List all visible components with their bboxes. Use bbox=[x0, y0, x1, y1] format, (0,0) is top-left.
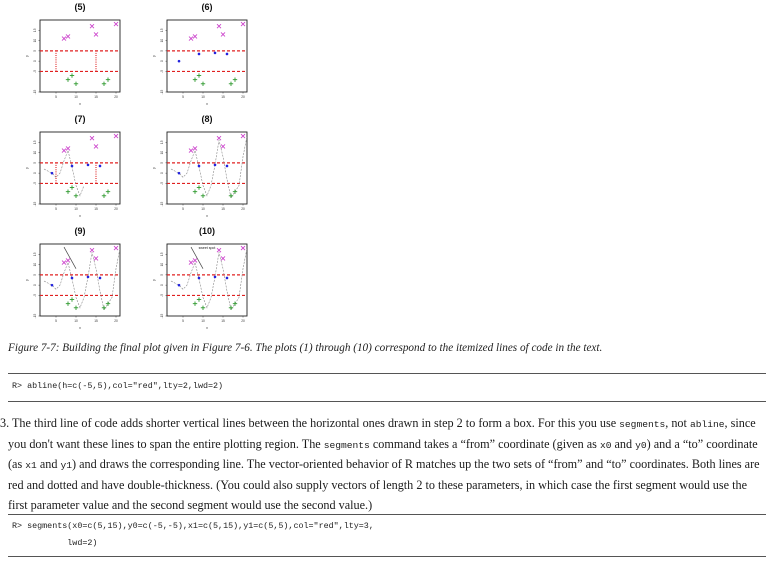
dot-marker bbox=[214, 52, 217, 55]
plus-marker bbox=[193, 77, 197, 81]
y-tick-label: -15 bbox=[160, 201, 164, 207]
y-tick-label: 0 bbox=[33, 60, 37, 63]
step-3-paragraph: 3. The third line of code adds shorter vertical lines between the horizontal ones drawn in step 2 to form a box. For this you use segments, not abline, since you don't want these lines to span the entire plotting region. The segments command takes a “from” coordinate (given as x0 and y0) and a “to” coordinate (as x1 and y1) and draws the corresponding line. The vector-oriented behavior of R matches up the two sets of “from” and “to” coordinates. Both lines are red and dotted and have double-thickness. (You could also supply vectors of length 2 to these parameters, in which case the first segment would use the first parameter value and the second segment would use the second value.) bbox=[0, 416, 760, 513]
x-tick-label: 15 bbox=[221, 319, 225, 323]
code-x0: x0 bbox=[599, 439, 612, 451]
y-tick-label: 10 bbox=[33, 38, 37, 43]
trace-line bbox=[84, 248, 120, 310]
dot-marker bbox=[178, 172, 181, 175]
cross-marker bbox=[189, 149, 193, 153]
code-rule-top bbox=[8, 514, 766, 515]
plus-marker bbox=[66, 301, 70, 305]
panel-label: (8) bbox=[201, 114, 213, 124]
cross-marker bbox=[217, 248, 221, 252]
y-tick-label: -5 bbox=[33, 182, 37, 185]
y-tick-label: 5 bbox=[160, 161, 164, 164]
y-tick-label: 0 bbox=[160, 172, 164, 175]
y-tick-label: -15 bbox=[33, 313, 37, 319]
cross-marker bbox=[241, 134, 245, 138]
cross-marker bbox=[189, 261, 193, 265]
cross-marker bbox=[193, 258, 197, 262]
cross-marker bbox=[217, 136, 221, 140]
y-tick-label: 10 bbox=[160, 262, 164, 267]
y-tick-label: 10 bbox=[33, 262, 37, 267]
y-tick-label: 5 bbox=[33, 273, 37, 276]
plus-marker bbox=[197, 73, 201, 77]
x-tick-label: 15 bbox=[221, 207, 225, 211]
code-segments: segments bbox=[323, 439, 370, 451]
cross-marker bbox=[221, 32, 225, 36]
y-tick-label: 5 bbox=[33, 49, 37, 52]
x-axis-label: x bbox=[79, 102, 81, 106]
annotation-arrow bbox=[191, 247, 203, 269]
plot-panel-8 bbox=[137, 112, 255, 220]
cross-marker bbox=[193, 146, 197, 150]
cross-marker bbox=[90, 248, 94, 252]
cross-marker bbox=[94, 32, 98, 36]
y-axis-label: y bbox=[152, 55, 156, 57]
y-tick-label: 15 bbox=[33, 28, 37, 33]
plus-marker bbox=[70, 73, 74, 77]
plus-marker bbox=[70, 185, 74, 189]
y-tick-label: 5 bbox=[160, 273, 164, 276]
cross-marker bbox=[62, 149, 66, 153]
code-y0: y0 bbox=[635, 439, 647, 451]
code-segments: segments bbox=[619, 419, 666, 430]
y-tick-label: -15 bbox=[33, 201, 37, 207]
dot-marker bbox=[51, 172, 54, 175]
plot-panel-5 bbox=[10, 0, 128, 108]
plus-marker bbox=[229, 306, 233, 310]
plot-panel-7 bbox=[10, 112, 128, 220]
cross-marker bbox=[94, 256, 98, 260]
code-x1: x1 bbox=[25, 460, 37, 472]
plus-marker bbox=[66, 77, 70, 81]
cross-marker bbox=[66, 146, 70, 150]
panel-label: (10) bbox=[198, 226, 216, 236]
plus-marker bbox=[102, 194, 106, 198]
plus-marker bbox=[201, 82, 205, 86]
x-axis-label: x bbox=[79, 326, 81, 330]
x-tick-label: 15 bbox=[94, 319, 98, 323]
x-tick-label: 10 bbox=[74, 95, 78, 99]
plus-marker bbox=[233, 77, 237, 81]
dot-marker bbox=[214, 164, 217, 167]
plus-marker bbox=[102, 82, 106, 86]
x-tick-label: 20 bbox=[114, 207, 118, 211]
trace-line bbox=[44, 263, 84, 308]
y-tick-label: 15 bbox=[160, 28, 164, 33]
y-tick-label: 0 bbox=[33, 284, 37, 287]
plus-marker bbox=[74, 306, 78, 310]
y-tick-label: 10 bbox=[160, 150, 164, 155]
x-tick-label: 15 bbox=[221, 95, 225, 99]
y-axis-label: y bbox=[152, 279, 156, 281]
y-axis-label: y bbox=[152, 167, 156, 169]
plus-marker bbox=[74, 194, 78, 198]
dot-marker bbox=[178, 60, 181, 63]
plot-panel-10 bbox=[137, 224, 255, 332]
plus-marker bbox=[106, 189, 110, 193]
y-tick-label: -5 bbox=[33, 294, 37, 297]
plot-svg bbox=[137, 0, 255, 108]
y-tick-label: -5 bbox=[160, 182, 164, 185]
x-tick-label: 10 bbox=[201, 95, 205, 99]
cross-marker bbox=[90, 136, 94, 140]
y-tick-label: 5 bbox=[33, 161, 37, 164]
x-tick-label: 10 bbox=[201, 319, 205, 323]
plus-marker bbox=[193, 301, 197, 305]
figure-caption: Figure 7-7: Building the final plot given in Figure 7-6. The plots (1) through (10) correspond to the itemized lines of code in the text. bbox=[8, 342, 603, 354]
dot-marker bbox=[51, 284, 54, 287]
trace-line bbox=[171, 151, 211, 196]
dot-marker bbox=[226, 165, 229, 168]
plus-marker bbox=[193, 189, 197, 193]
y-tick-label: 15 bbox=[33, 252, 37, 257]
y-tick-label: -15 bbox=[33, 89, 37, 95]
plus-marker bbox=[70, 297, 74, 301]
y-tick-label: 0 bbox=[160, 60, 164, 63]
code-rule-top bbox=[8, 373, 766, 374]
y-tick-label: 10 bbox=[160, 38, 164, 43]
dot-marker bbox=[71, 165, 74, 168]
cross-marker bbox=[66, 258, 70, 262]
cross-marker bbox=[221, 144, 225, 148]
code-abline: abline bbox=[689, 419, 725, 430]
code-block-segments-2: lwd=2) bbox=[12, 538, 98, 548]
plot-svg bbox=[137, 112, 255, 220]
plus-marker bbox=[233, 189, 237, 193]
panel-label: (9) bbox=[74, 226, 86, 236]
y-tick-label: -15 bbox=[160, 313, 164, 319]
plot-svg bbox=[10, 224, 128, 332]
dot-marker bbox=[178, 284, 181, 287]
x-tick-label: 10 bbox=[201, 207, 205, 211]
plus-marker bbox=[66, 189, 70, 193]
y-tick-label: -5 bbox=[160, 294, 164, 297]
x-axis-label: x bbox=[79, 214, 81, 218]
dot-marker bbox=[198, 277, 201, 280]
x-axis-label: x bbox=[206, 102, 208, 106]
x-tick-label: 20 bbox=[114, 95, 118, 99]
cross-marker bbox=[114, 246, 118, 250]
plus-marker bbox=[74, 82, 78, 86]
dot-marker bbox=[99, 165, 102, 168]
cross-marker bbox=[94, 144, 98, 148]
dot-marker bbox=[87, 164, 90, 167]
plus-marker bbox=[229, 194, 233, 198]
cross-marker bbox=[62, 261, 66, 265]
y-tick-label: 15 bbox=[160, 140, 164, 145]
plus-marker bbox=[106, 77, 110, 81]
trace-line bbox=[211, 136, 247, 198]
trace-line bbox=[44, 151, 84, 196]
y-axis-label: y bbox=[25, 55, 29, 57]
x-tick-label: 5 bbox=[182, 207, 184, 211]
x-tick-label: 20 bbox=[241, 319, 245, 323]
plus-marker bbox=[201, 306, 205, 310]
y-tick-label: 5 bbox=[160, 49, 164, 52]
x-tick-label: 5 bbox=[182, 95, 184, 99]
y-tick-label: 15 bbox=[33, 140, 37, 145]
x-tick-label: 10 bbox=[74, 207, 78, 211]
x-tick-label: 5 bbox=[182, 319, 184, 323]
code-block-abline: R> abline(h=c(-5,5),col="red",lty=2,lwd=2) bbox=[12, 381, 224, 391]
plus-marker bbox=[102, 306, 106, 310]
y-tick-label: -5 bbox=[33, 70, 37, 73]
plus-marker bbox=[197, 297, 201, 301]
x-tick-label: 10 bbox=[74, 319, 78, 323]
dot-marker bbox=[226, 53, 229, 56]
plus-marker bbox=[233, 301, 237, 305]
x-tick-label: 5 bbox=[55, 95, 57, 99]
plot-svg bbox=[137, 224, 255, 332]
plot-panel-9 bbox=[10, 224, 128, 332]
x-axis-label: x bbox=[206, 326, 208, 330]
plus-marker bbox=[106, 301, 110, 305]
code-rule-bottom bbox=[8, 556, 766, 557]
y-tick-label: 0 bbox=[33, 172, 37, 175]
panel-label: (5) bbox=[74, 2, 86, 12]
dot-marker bbox=[87, 276, 90, 279]
plus-marker bbox=[197, 185, 201, 189]
x-tick-label: 20 bbox=[241, 95, 245, 99]
cross-marker bbox=[62, 37, 66, 41]
y-tick-label: -15 bbox=[160, 89, 164, 95]
annotation-arrow bbox=[64, 247, 76, 269]
plot-title: sweet spot bbox=[198, 246, 216, 250]
cross-marker bbox=[217, 24, 221, 28]
panel-label: (6) bbox=[201, 2, 213, 12]
x-axis-label: x bbox=[206, 214, 208, 218]
plus-marker bbox=[201, 194, 205, 198]
x-tick-label: 20 bbox=[241, 207, 245, 211]
x-tick-label: 15 bbox=[94, 207, 98, 211]
x-tick-label: 5 bbox=[55, 319, 57, 323]
cross-marker bbox=[241, 22, 245, 26]
plot-panel-6 bbox=[137, 0, 255, 108]
dot-marker bbox=[198, 165, 201, 168]
y-tick-label: 15 bbox=[160, 252, 164, 257]
cross-marker bbox=[114, 22, 118, 26]
y-axis-label: y bbox=[25, 167, 29, 169]
dot-marker bbox=[99, 277, 102, 280]
cross-marker bbox=[90, 24, 94, 28]
y-axis-label: y bbox=[25, 279, 29, 281]
cross-marker bbox=[189, 37, 193, 41]
code-rule-bottom bbox=[8, 401, 766, 402]
y-tick-label: 10 bbox=[33, 150, 37, 155]
cross-marker bbox=[193, 34, 197, 38]
panel-label: (7) bbox=[74, 114, 86, 124]
step-number: 3. bbox=[0, 416, 10, 430]
dot-marker bbox=[71, 277, 74, 280]
cross-marker bbox=[114, 134, 118, 138]
y-tick-label: 0 bbox=[160, 284, 164, 287]
cross-marker bbox=[241, 246, 245, 250]
trace-line bbox=[211, 248, 247, 310]
plot-svg bbox=[10, 112, 128, 220]
dot-marker bbox=[214, 276, 217, 279]
code-y1: y1 bbox=[60, 460, 72, 472]
cross-marker bbox=[66, 34, 70, 38]
y-tick-label: -5 bbox=[160, 70, 164, 73]
plus-marker bbox=[229, 82, 233, 86]
code-block-segments-1: R> segments(x0=c(5,15),y0=c(-5,-5),x1=c(5,15),y1=c(5,5),col="red",lty=3, bbox=[12, 521, 374, 531]
x-tick-label: 15 bbox=[94, 95, 98, 99]
plot-svg bbox=[10, 0, 128, 108]
dot-marker bbox=[198, 53, 201, 56]
x-tick-label: 20 bbox=[114, 319, 118, 323]
cross-marker bbox=[221, 256, 225, 260]
dot-marker bbox=[226, 277, 229, 280]
trace-line bbox=[171, 263, 211, 308]
x-tick-label: 5 bbox=[55, 207, 57, 211]
